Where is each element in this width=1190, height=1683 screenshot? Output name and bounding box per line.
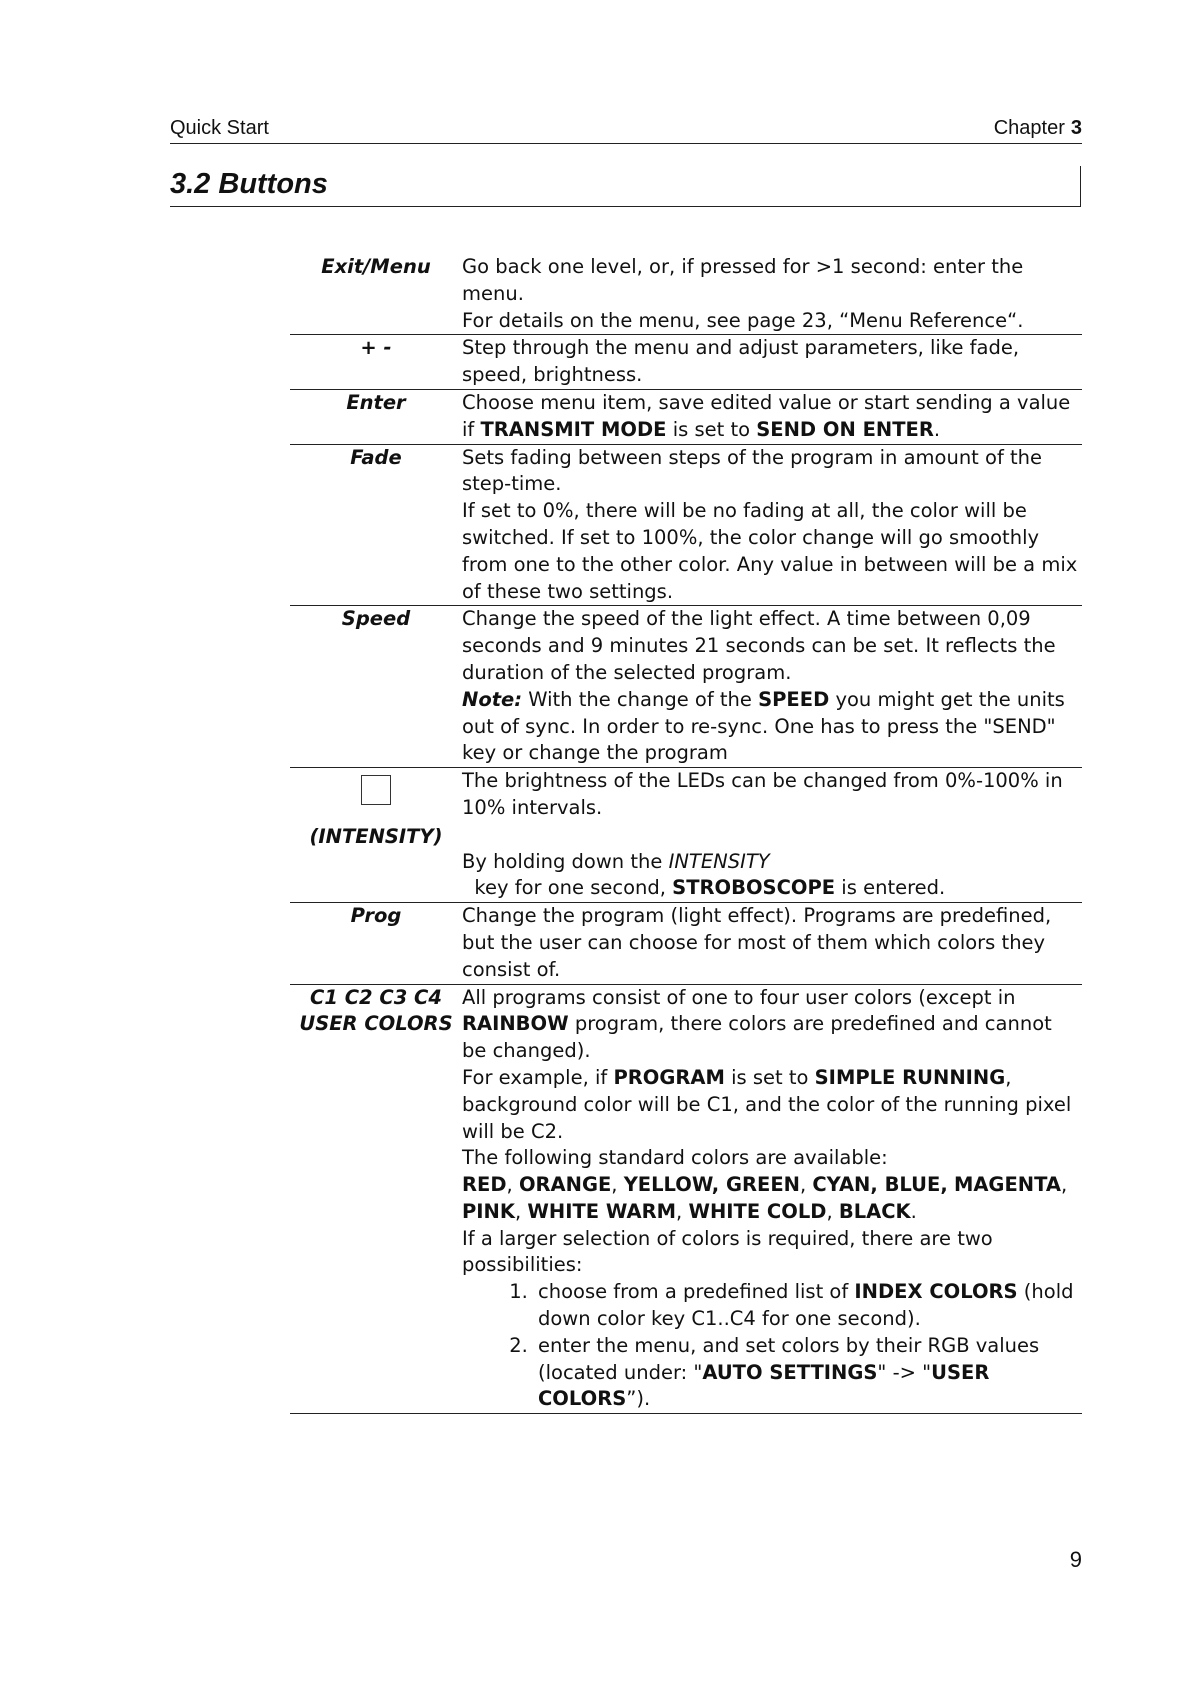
text-run: . — [933, 417, 941, 441]
intensity-key-icon — [361, 775, 391, 805]
color-name: WHITE COLD — [688, 1199, 827, 1223]
color-name: MAGENTA — [953, 1173, 1061, 1197]
setting-value: SEND ON ENTER — [756, 417, 934, 441]
table-row — [290, 768, 1082, 903]
description-text: The following standard colors are available: — [462, 1146, 888, 1170]
button-description — [462, 903, 1082, 983]
header-chapter — [994, 117, 1082, 140]
options-list — [462, 1279, 1082, 1413]
text-run: , background color will be C1, and the color of the running pixel will be C2. — [462, 1065, 1072, 1143]
button-name: Speed — [341, 607, 411, 631]
button-name-cell — [290, 768, 462, 902]
table-row — [290, 390, 1082, 445]
table-row — [290, 606, 1082, 768]
text-run: " -> " — [877, 1360, 932, 1384]
text-run: Choose menu item, save edited value or start sending a value if — [462, 390, 1071, 441]
table-row — [290, 903, 1082, 984]
section-title-text: 3.2 Buttons — [170, 168, 328, 200]
color-name: ORANGE — [518, 1173, 612, 1197]
menu-name: AUTO SETTINGS — [702, 1360, 878, 1384]
page-header — [170, 113, 1082, 144]
list-item — [534, 1333, 1082, 1413]
button-description — [462, 390, 1082, 444]
description-text: Go back one level, or, if pressed for >1 second: enter the menu. — [462, 255, 1024, 305]
color-name: GREEN — [725, 1173, 800, 1197]
header-left-text: Quick Start — [170, 117, 269, 139]
text-run: program, there colors are predefined and cannot be changed). — [462, 1012, 1052, 1063]
text-run: key for one second, — [462, 876, 673, 900]
description-text — [462, 390, 1082, 444]
text-run: All programs consist of one to four user colors (except in — [462, 985, 1016, 1009]
text-run: For example, if — [462, 1065, 614, 1089]
menu-name: USER COLORS — [538, 1360, 990, 1411]
button-name: Prog — [350, 904, 402, 928]
text-run: is set to — [724, 1065, 815, 1089]
text-run: By holding down the — [462, 849, 669, 873]
button-description — [462, 985, 1082, 1414]
button-description — [462, 335, 1082, 389]
program-name: SIMPLE RUNNING — [814, 1065, 1006, 1089]
text-run: (hold down color key C1..C4 for one second). — [538, 1280, 1074, 1331]
note-text — [462, 687, 1082, 767]
description-text — [462, 985, 1082, 1065]
description-text: If a larger selection of colors is required, there are two possibilities: — [462, 1226, 993, 1277]
description-text: For details on the menu, see page 23, “Menu Reference“. — [462, 308, 1024, 332]
button-name: Fade — [350, 445, 402, 469]
text-run: choose from a predefined list of — [538, 1280, 855, 1304]
setting-name: SPEED — [758, 687, 830, 711]
button-name: USER COLORS — [299, 1012, 453, 1036]
description-text — [462, 1065, 1082, 1145]
color-name: CYAN — [812, 1173, 871, 1197]
description-text — [462, 849, 1082, 903]
section-title — [170, 166, 1081, 207]
button-name: Enter — [346, 390, 406, 414]
text-run: you might get the units out of sync. In order to re-sync. One has to press the "SEND" key or change the program — [462, 687, 1065, 765]
button-description — [462, 768, 1082, 902]
mode-name: INDEX COLORS — [854, 1280, 1018, 1304]
description-text: Step through the menu and adjust parameters, like fade, speed, brightness. — [462, 336, 1020, 387]
description-text: Change the program (light effect). Programs are predefined, but the user can choose for most of them which colors they consist of. — [462, 904, 1052, 981]
text-run: is entered. — [835, 876, 946, 900]
table-row — [290, 335, 1082, 390]
text-run: enter the menu, and set colors by their RGB values (located under: " — [538, 1333, 1040, 1384]
color-name: BLUE — [884, 1173, 941, 1197]
buttons-table — [290, 254, 1082, 1414]
button-name-cell — [290, 985, 462, 1414]
button-name: Exit/Menu — [321, 255, 431, 278]
button-name: C1 C2 C3 C4 — [310, 985, 442, 1009]
key-reference: INTENSITY — [668, 849, 770, 873]
chapter-number: 3 — [1070, 117, 1082, 139]
button-description — [462, 254, 1082, 334]
text-run: is set to — [666, 417, 757, 441]
button-description — [462, 445, 1082, 606]
color-list: RED, ORANGE, YELLOW, GREEN, CYAN, BLUE, MAGENTA, PINK, WHITE WARM, WHITE COLD, BLACK. — [462, 1173, 1068, 1223]
list-item — [534, 1279, 1082, 1333]
description-text: Sets fading between steps of the program in amount of the step-time. — [462, 445, 1043, 496]
page-number: 9 — [1069, 1547, 1082, 1572]
color-name: YELLOW — [623, 1173, 712, 1197]
color-name: RED — [462, 1173, 507, 1197]
text-run: With the change of the — [522, 687, 759, 711]
button-name: (INTENSITY) — [309, 825, 443, 849]
note-label: Note: — [462, 687, 523, 711]
mode-name: STROBOSCOPE — [672, 876, 836, 900]
button-description — [462, 606, 1082, 767]
setting-name: TRANSMIT MODE — [480, 417, 667, 441]
chapter-label: Chapter — [993, 117, 1065, 139]
color-name: BLACK — [838, 1199, 911, 1223]
button-name: + - — [360, 336, 392, 360]
color-name: WHITE WARM — [527, 1199, 677, 1223]
table-row — [290, 985, 1082, 1415]
table-row — [290, 445, 1082, 607]
table-row — [290, 254, 1082, 335]
setting-name: PROGRAM — [613, 1065, 725, 1089]
description-text: The brightness of the LEDs can be changed from 0%-100% in 10% intervals. — [462, 769, 1063, 819]
program-name: RAINBOW — [462, 1012, 569, 1036]
description-text: Change the speed of the light effect. A time between 0,09 seconds and 9 minutes 21 seconds can be set. It reflects the duration of the selected program. — [462, 607, 1056, 684]
description-text: If set to 0%, there will be no fading at all, the color will be switched. If set to 100%, the color change will go smoothly from one to the other color. Any value in between will be a mix of these two settings. — [462, 499, 1078, 603]
color-name: PINK — [462, 1199, 515, 1223]
text-run: ”). — [626, 1387, 651, 1411]
